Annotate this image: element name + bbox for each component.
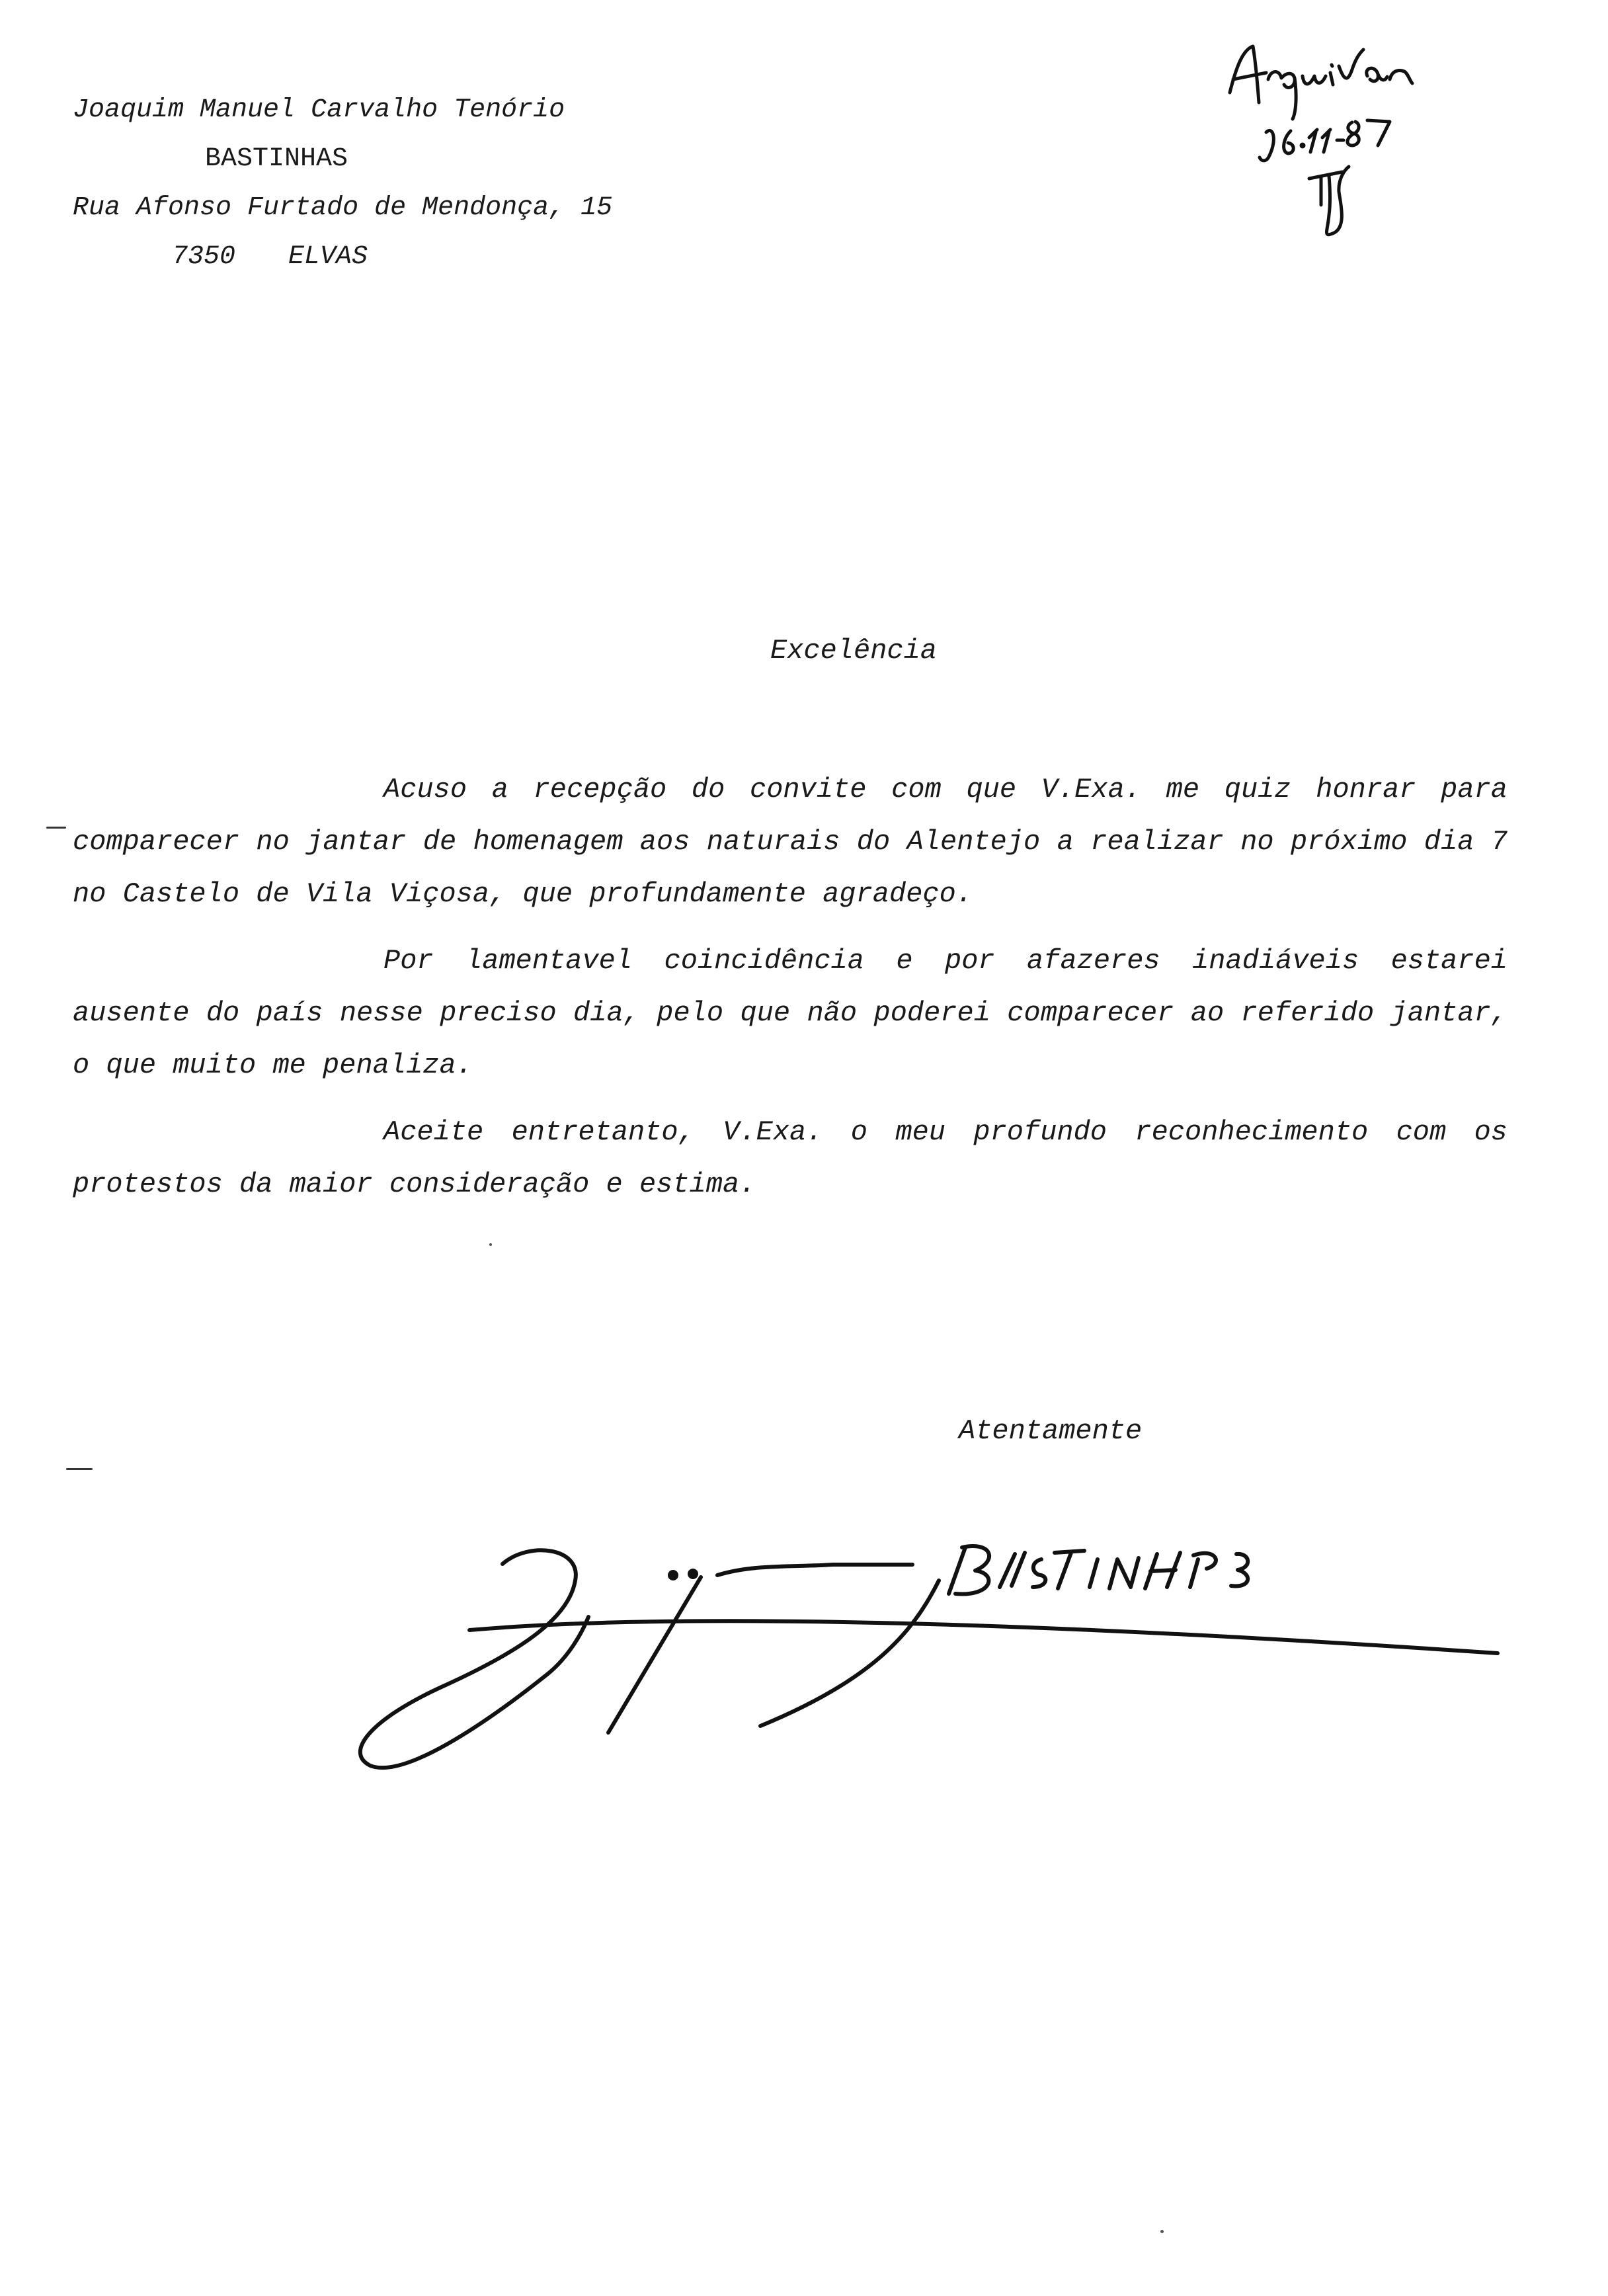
body-paragraph-3: Aceite entretanto, V.Exa. o meu profundo reconhecimento com os protestos da maior consideração e estima. [73, 1116, 1508, 1200]
sender-street: Rua Afonso Furtado de Mendonça, 15 [73, 193, 613, 223]
scan-mark [46, 827, 66, 829]
closing-phrase: Atentamente [959, 1415, 1143, 1447]
scan-speck [489, 1243, 492, 1246]
handwritten-signature [331, 1501, 1521, 1779]
salutation-text: Excelência [770, 635, 938, 667]
letter-body [73, 764, 1508, 1225]
sender-city-line [73, 233, 612, 282]
handwritten-annotation [1217, 40, 1494, 265]
scan-speck [1160, 2230, 1164, 2233]
salutation [0, 635, 1608, 667]
body-paragraph-1: Acuso a recepção do convite com que V.Exa. me quiz honrar para comparecer no jantar de homenagem aos naturais do Alentejo a realizar no próximo dia 7 no Castelo de Vila Viçosa, que profundamente agradeço. [73, 774, 1508, 910]
sender-name: Joaquim Manuel Carvalho Tenório [73, 95, 565, 125]
body-paragraph-2: Por lamentavel coincidência e por afazeres inadiáveis estarei ausente do país nesse preciso dia, pelo que não poderei comparecer ao referido jantar, o que muito me penaliza. [73, 945, 1508, 1081]
sender-postal-code: 7350 [172, 242, 236, 272]
sender-city: ELVAS [288, 242, 368, 272]
scan-mark [66, 1468, 93, 1470]
sender-alias: BASTINHAS [205, 144, 348, 174]
sender-address-block [73, 86, 612, 282]
